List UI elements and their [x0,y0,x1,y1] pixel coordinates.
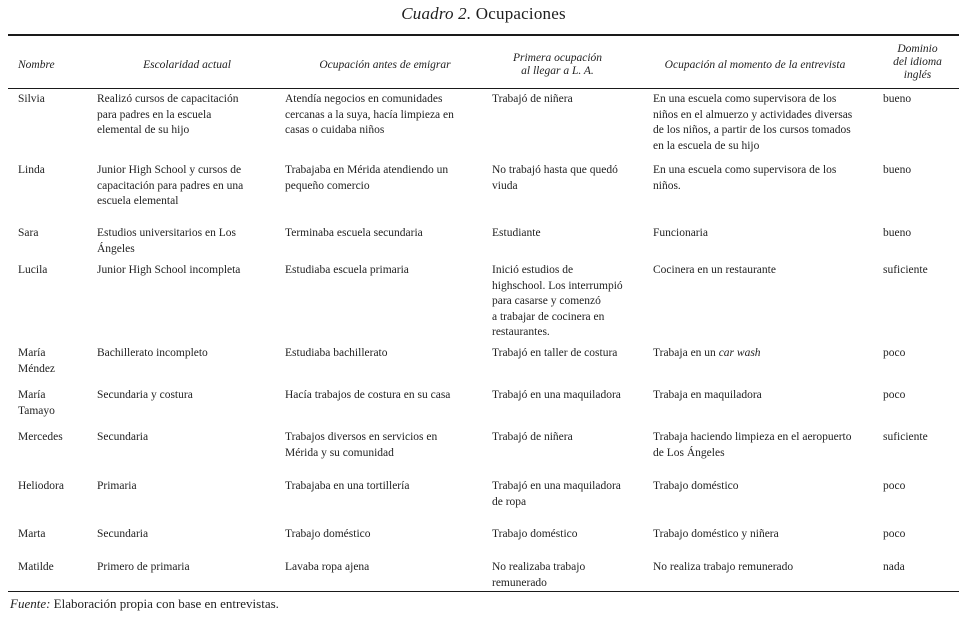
cell-ocupacion-actual [653,527,878,543]
cell-ocupacion-antes [285,430,485,461]
cell-line: para casarse y comenzó [492,295,601,308]
column-header-line: al llegar a L. A. [521,65,594,77]
cell-line: de Los Ángeles [653,446,725,459]
cell-line: Trabaja haciendo limpieza en el aeropuerto [653,431,852,443]
cell-primera-ocupacion [492,430,647,446]
cell-ocupacion-antes [285,226,485,242]
cell-line: Secundaria [97,431,149,443]
cell-nombre [18,346,93,377]
cell-line: remunerado [492,576,547,589]
cell-line: Junior High School y cursos de [97,164,242,176]
cell-line: Trabajos diversos en servicios en [285,431,438,443]
cell-escolaridad [97,560,277,576]
cell-primera-ocupacion [492,226,647,242]
column-header-ocupacion-actual [640,59,870,72]
column-header-line: Primera ocupación [512,52,603,64]
cell-line: Trabajó en una maquiladora [492,480,621,492]
column-header-line: Nombre [18,59,55,71]
cell-nombre [18,479,93,495]
cell-line: a trabajar de cocinera en [492,310,605,323]
cell-escolaridad [97,388,277,404]
cell-line: Primero de primaria [97,561,190,573]
cell-ocupacion-actual [653,560,878,576]
cell-ocupacion-antes [285,560,485,576]
cell-ocupacion-actual [653,388,878,404]
cell-line: viuda [492,179,518,192]
cell-line: En una escuela como supervisora de los [653,164,837,176]
column-header-line: Ocupación antes de emigrar [319,59,451,71]
cell-line: Trabaja en maquiladora [653,389,762,401]
cell-ocupacion-antes [285,388,485,404]
cell-line: Terminaba escuela secundaria [285,227,423,239]
cell-nombre [18,263,93,279]
cell-ocupacion-antes [285,527,485,543]
cell-escolaridad [97,430,277,446]
cell-nombre [18,163,93,179]
cell-ocupacion-actual [653,263,878,279]
cell-line: Trabajaba en Mérida atendiendo un [285,164,449,176]
cell-line: Sara [18,227,39,239]
cell-line: Junior High School incompleta [97,264,241,276]
cell-line: para padres en la escuela [97,108,212,121]
cell-ocupacion-actual [653,479,878,495]
cell-line: Méndez [18,362,56,375]
cell-line [653,346,878,362]
cell-primera-ocupacion [492,560,647,591]
cell-line: suficiente [883,431,928,443]
cell-primera-ocupacion [492,527,647,543]
cell-line: Trabajó en taller de costura [492,347,618,359]
cell-line: Estudiaba escuela primaria [285,264,409,276]
column-header-escolaridad [97,59,277,72]
cell-line: Trabajó de niñera [492,93,573,105]
cell-primera-ocupacion [492,346,647,362]
cell-line: Realizó cursos de capacitación [97,93,239,105]
cell-line: Heliodora [18,480,64,492]
cell-line: casas o cuidaba niños [285,124,385,137]
cell-ingles [883,479,963,495]
cell-line: Primaria [97,480,137,492]
cell-ingles [883,226,963,242]
cell-line: Trabajaba en una tortillería [285,480,410,492]
cell-line: poco [883,528,906,540]
cell-text: Trabaja en un [653,347,719,359]
top-rule [8,34,959,36]
cell-ocupacion-actual [653,226,878,242]
cell-ocupacion-antes [285,346,485,362]
cell-ingles [883,92,963,108]
cell-line: niños en el almuerzo y actividades diversas [653,108,853,121]
table-title-text: Ocupaciones [475,4,566,23]
cell-ocupacion-actual [653,430,878,461]
cell-line: Ángeles [97,242,135,255]
cell-line: Trabajó de niñera [492,431,573,443]
cell-escolaridad [97,479,277,495]
column-header-line: Escolaridad actual [143,59,231,71]
cell-ingles [883,346,963,362]
cell-line: nada [883,561,905,573]
cell-line: Linda [18,164,45,176]
cell-ingles [883,430,963,446]
cell-ingles [883,560,963,576]
cell-primera-ocupacion [492,263,647,341]
column-header-ingles [880,43,955,82]
cell-line: Trabajo doméstico y niñera [653,528,779,540]
cell-ingles [883,263,963,279]
cell-line: en la escuela de su hijo [653,139,760,152]
cell-line: niños. [653,179,681,192]
cell-line: suficiente [883,264,928,276]
table-number: Cuadro 2. [401,4,472,23]
cell-line: Secundaria [97,528,149,540]
cell-nombre [18,92,93,108]
cell-ingles [883,163,963,179]
cell-line: Hacía trabajos de costura en su casa [285,389,451,401]
cell-line: María [18,347,46,359]
cell-line: Mérida y su comunidad [285,446,394,459]
cell-nombre [18,560,93,576]
column-header-line: inglés [903,69,932,81]
cell-line: Lavaba ropa ajena [285,561,370,573]
cell-ocupacion-antes [285,163,485,194]
cell-line: No realizaba trabajo [492,561,586,573]
cell-primera-ocupacion [492,388,647,404]
column-header-line: Ocupación al momento de la entrevista [664,59,846,71]
cell-text-italic: car wash [718,347,761,359]
cell-escolaridad [97,163,277,210]
cell-line: restaurantes. [492,326,550,339]
cell-line: Silvia [18,93,45,105]
cell-ocupacion-actual [653,92,878,154]
cell-line: Tamayo [18,404,55,417]
cell-line: Atendía negocios en comunidades [285,93,443,105]
cell-line: Bachillerato incompleto [97,347,208,359]
cell-line: poco [883,347,906,359]
cell-line: capacitación para padres en una [97,179,244,192]
cell-line: En una escuela como supervisora de los [653,93,837,105]
cell-escolaridad [97,92,277,139]
column-header-line: del idioma [893,56,942,68]
cell-line: Trabajó en una maquiladora [492,389,621,401]
cell-line: Estudiaba bachillerato [285,347,388,359]
cell-nombre [18,527,93,543]
cell-line: Matilde [18,561,54,573]
cell-line: Cocinera en un restaurante [653,264,776,276]
cell-nombre [18,388,93,419]
cell-escolaridad [97,527,277,543]
table-source-note [10,596,279,612]
cell-line: No realiza trabajo remunerado [653,561,794,573]
cell-ocupacion-antes [285,479,485,495]
column-header-ocupacion-antes [285,59,485,72]
cell-line: Estudiante [492,227,541,239]
cell-line: Inició estudios de [492,264,574,276]
cell-ocupacion-actual [653,163,878,194]
cell-ingles [883,527,963,543]
cell-line: Estudios universitarios en Los [97,227,236,239]
cell-line: Funcionaria [653,227,708,239]
cell-line: cercanas a la suya, hacía limpieza en [285,108,454,121]
cell-line: Secundaria y costura [97,389,193,401]
header-rule [8,88,959,89]
cell-ingles [883,388,963,404]
cell-line: poco [883,389,906,401]
cell-escolaridad [97,226,277,257]
cell-line: bueno [883,164,912,176]
cell-line: pequeño comercio [285,179,370,192]
cell-line: de ropa [492,495,527,508]
cell-primera-ocupacion [492,92,647,108]
cell-primera-ocupacion [492,163,647,194]
cell-line: Lucila [18,264,48,276]
cell-escolaridad [97,346,277,362]
cell-line: María [18,389,46,401]
cell-line: elemental de su hijo [97,124,190,137]
cell-ocupacion-actual [653,346,878,362]
cell-line: escuela elemental [97,195,179,208]
cell-line: Marta [18,528,46,540]
cell-primera-ocupacion [492,479,647,510]
cell-nombre [18,430,93,446]
cell-line: poco [883,480,906,492]
cell-line: Trabajo doméstico [492,528,578,540]
cell-line: highschool. Los interrumpió [492,279,623,292]
cell-ocupacion-antes [285,92,485,139]
cell-line: bueno [883,93,912,105]
cell-line: Trabajo doméstico [653,480,739,492]
cell-nombre [18,226,93,242]
column-header-primera-ocupacion [480,52,635,78]
column-header-nombre [18,59,93,72]
table-title [0,4,967,24]
cell-line: No trabajó hasta que quedó [492,164,618,176]
source-label: Fuente: [10,596,51,611]
source-text: Elaboración propia con base en entrevistas. [50,596,279,611]
cell-line: Mercedes [18,431,63,443]
cell-line: Trabajo doméstico [285,528,371,540]
cell-ocupacion-antes [285,263,485,279]
bottom-rule [8,591,959,592]
cell-line: de los niños, a partir de los cursos tomados [653,124,851,137]
cell-escolaridad [97,263,277,279]
cell-line: bueno [883,227,912,239]
column-header-line: Dominio [897,43,938,55]
